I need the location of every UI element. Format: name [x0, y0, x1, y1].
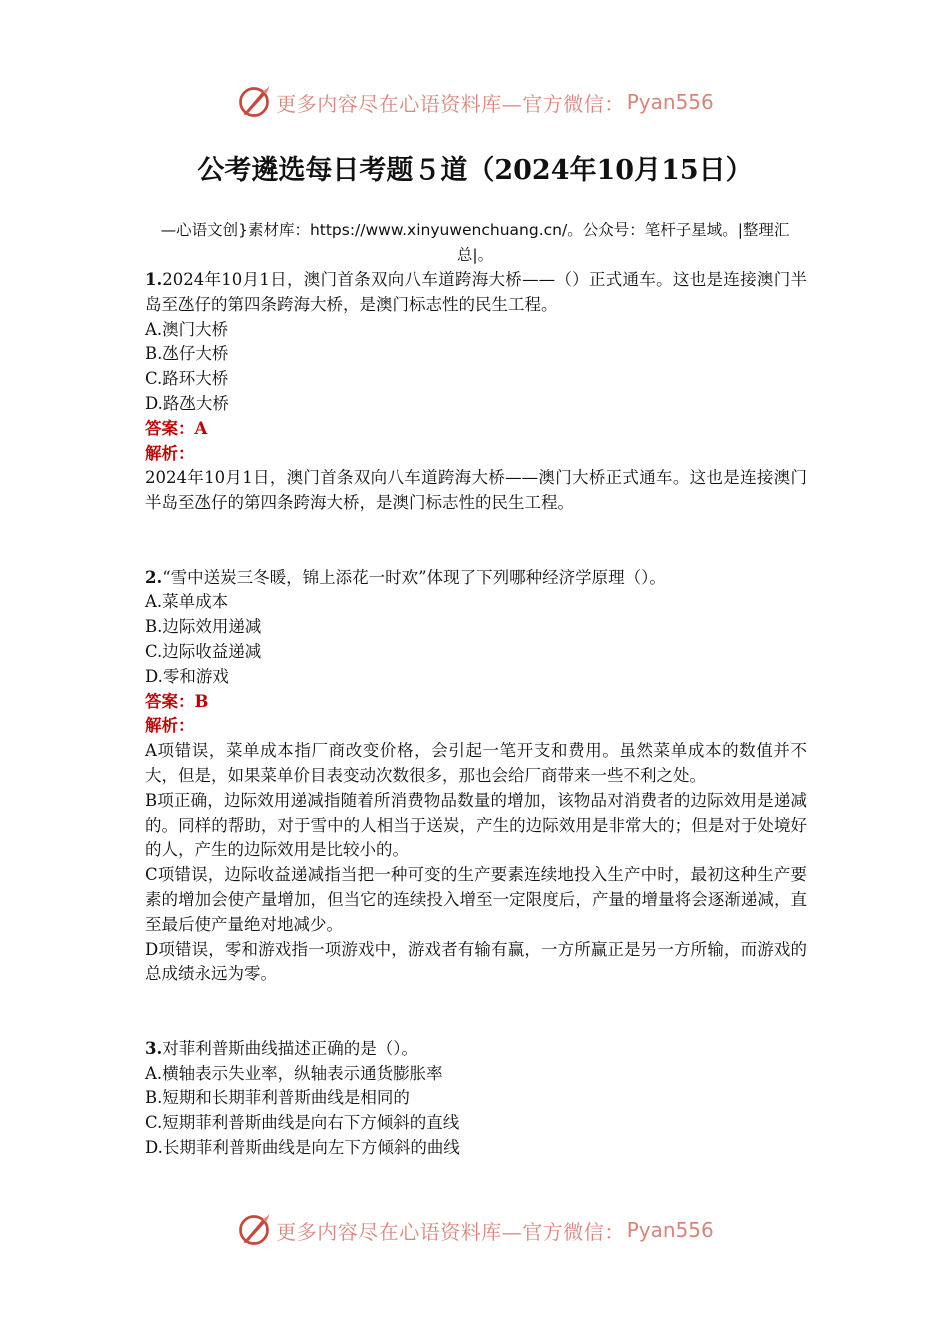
option-c: C.边际收益递减 — [145, 641, 262, 661]
option-b: B.氹仔大桥 — [145, 344, 229, 364]
question-text: 2024年10月1日，澳门首条双向八车道跨海大桥——（）正式通车。这也是连接澳门半岛至氹仔的第四条跨海大桥，是澳门标志性的民生工程。 — [145, 270, 807, 314]
question-text: 对菲利普斯曲线描述正确的是（）。 — [162, 1038, 418, 1058]
banner-wechat-id: Pyan556 — [626, 1218, 714, 1242]
analysis-paragraph: 2024年10月1日，澳门首条双向八车道跨海大桥——澳门大桥正式通车。这也是连接澳门半岛至氹仔的第四条跨海大桥，是澳门标志性的民生工程。 — [145, 468, 807, 513]
question-number: 2. — [145, 567, 163, 587]
question-list — [145, 268, 807, 1161]
analysis-paragraph: D项错误，零和游戏指一项游戏中，游戏者有输有赢，一方所赢正是另一方所输，而游戏的总成绩永远为零。 — [145, 939, 807, 984]
option-c: C.路环大桥 — [145, 369, 229, 389]
question-number: 3. — [145, 1038, 163, 1058]
footer-banner — [0, 1210, 950, 1250]
answer-line — [145, 690, 807, 715]
quill-logo-icon — [236, 1212, 272, 1248]
question-3 — [145, 1037, 807, 1161]
option-b: B.边际效用递减 — [145, 617, 262, 637]
option-d: D.路氹大桥 — [145, 393, 229, 413]
analysis-label: 解析： — [145, 443, 195, 463]
header-banner — [0, 82, 950, 122]
question-2 — [145, 566, 807, 988]
answer-value: A — [194, 418, 208, 438]
question-number: 1. — [145, 270, 163, 289]
analysis-paragraph: A项错误，菜单成本指厂商改变价格，会引起一笔开支和费用。虽然菜单成本的数值并不大，但是，如果菜单价目表变动次数很多，那也会给厂商带来一些不利之处。 — [145, 741, 807, 785]
option-a: A.横轴表示失业率，纵轴表示通货膨胀率 — [145, 1063, 443, 1083]
option-a: A.菜单成本 — [145, 592, 229, 612]
option-c: C.短期菲利普斯曲线是向右下方倾斜的直线 — [145, 1113, 460, 1133]
answer-value: B — [194, 691, 209, 711]
option-d: D.零和游戏 — [145, 666, 229, 686]
banner-wechat-id: Pyan556 — [626, 90, 714, 114]
quill-logo-icon — [236, 84, 272, 120]
option-a: A.澳门大桥 — [145, 319, 229, 339]
answer-label: 答案： — [145, 418, 195, 438]
analysis-paragraph: B项正确，边际效用递减指随着所消费物品数量的增加，该物品对消费者的边际效用是递减的。同样的帮助，对于雪中的人相当于送炭，产生的边际效用是非常大的；但是对于处境好的人，产生的边际效用是比较小的。 — [145, 790, 807, 860]
banner-text: 更多内容尽在心语资料库—官方微信： — [276, 1219, 625, 1244]
question-1 — [145, 268, 807, 516]
option-b: B.短期和长期菲利普斯曲线是相同的 — [145, 1088, 410, 1108]
question-stem — [145, 566, 807, 591]
answer-line — [145, 417, 807, 442]
banner-text: 更多内容尽在心语资料库—官方微信： — [276, 91, 625, 116]
source-line: —心语文创}素材库：https://www.xinyuwenchuang.cn/。公众号：笔杆子星域。|整理汇总|。 — [160, 221, 790, 264]
analysis-paragraph: C项错误，边际收益递减指当把一种可变的生产要素连续地投入生产中时，最初这种生产要素的增加会使产量增加，但当它的连续投入增至一定限度后，产量的增量将会逐渐递减，直至最后使产量绝对地减少。 — [145, 865, 807, 934]
answer-label: 答案： — [145, 691, 195, 711]
question-stem — [145, 1037, 807, 1062]
question-text: “雪中送炭三冬暖，锦上添花一时欢”体现了下列哪种经济学原理（）。 — [162, 567, 666, 587]
analysis-label: 解析： — [145, 716, 195, 736]
option-d: D.长期菲利普斯曲线是向左下方倾斜的曲线 — [145, 1137, 460, 1157]
question-stem — [145, 268, 807, 318]
page-title: 公考遴选每日考题５道（2024年10月15日） — [197, 155, 753, 186]
